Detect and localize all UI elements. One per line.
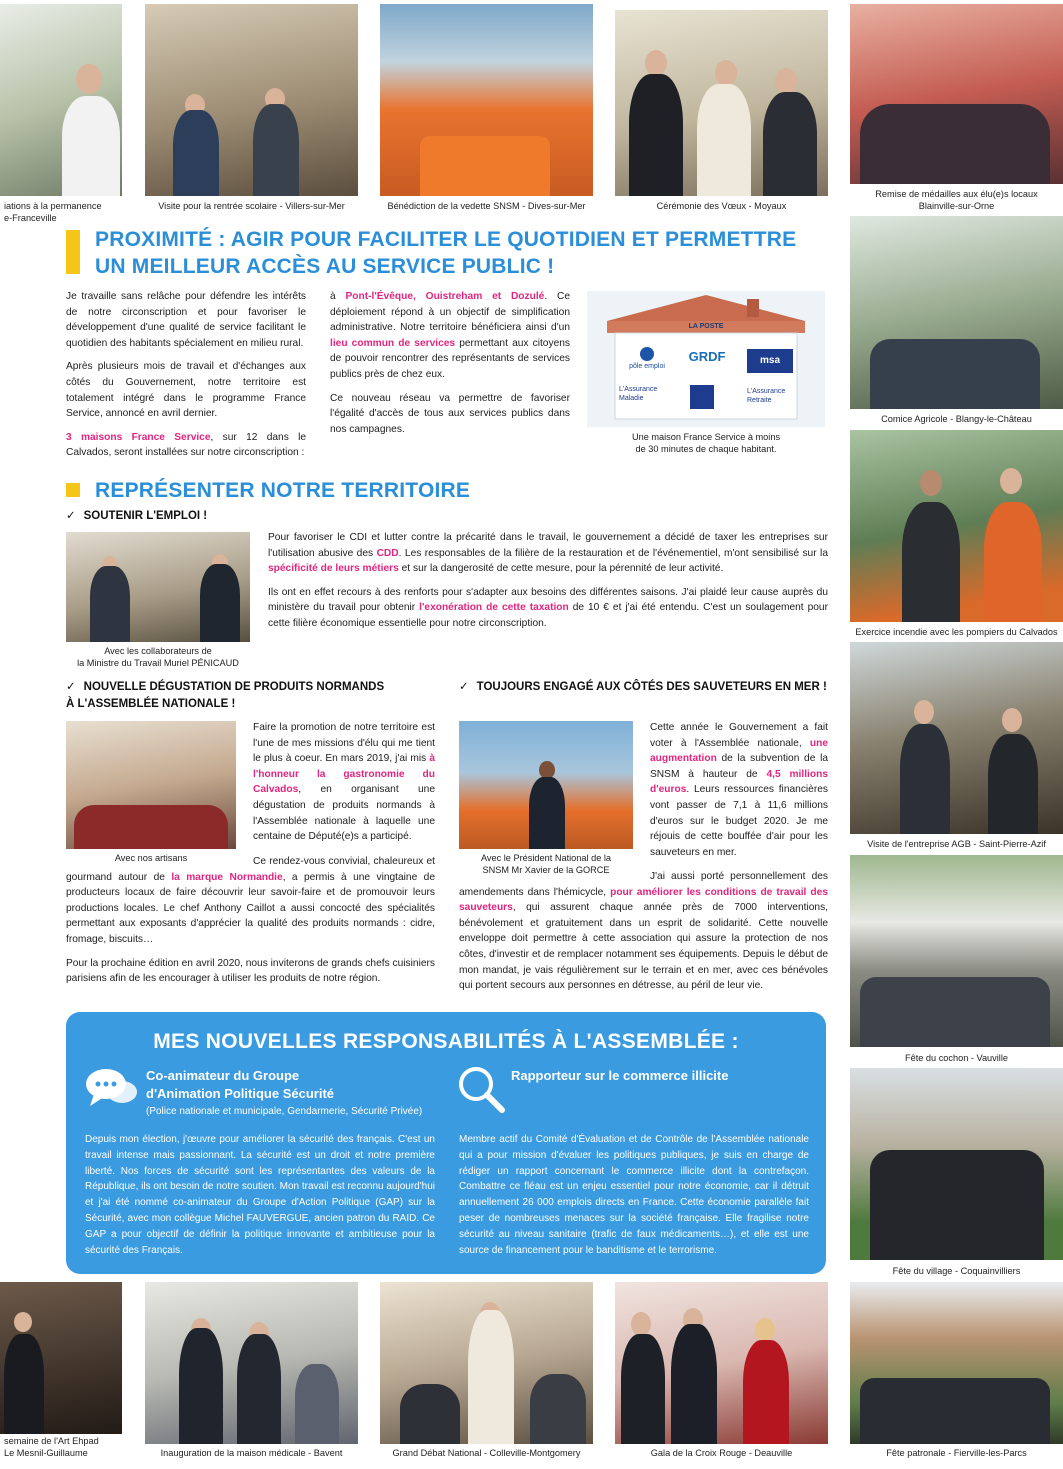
degustation-text-bottom	[66, 854, 435, 995]
paragraph: Pour la prochaine édition en avril 2020, nous inviterons de grands chefs cuisiniers parisiens afin de les encourager à utiliser les produits de notre région.	[66, 957, 435, 985]
text: Ce rendez-vous convivial, chaleureux et gourmand autour de	[66, 856, 435, 883]
paragraph	[66, 430, 306, 461]
text: de 10 € et j'ai été entendu. C'est un soulagement pour cette filière économique essentielle pour notre circonscription.	[268, 602, 828, 629]
photo-fete-village	[850, 1068, 1063, 1260]
panel-left-heading: Co-animateur du Groupe d'Animation Politique Sécurité	[146, 1068, 334, 1101]
logo-assurance-maladie: L'Assurance Maladie	[619, 386, 658, 402]
paragraph: Après plusieurs mois de travail et d'échanges aux côtés du Gouvernement, notre territoire est totalement intégré dans le programme France Service, annoncé en avril dernier.	[66, 361, 306, 420]
text: , en organisant une dégustation de produits normands à l'Assemblée nationale à laquelle une centaine de Député(e)s a participé.	[253, 784, 435, 843]
photo-croix-rouge	[615, 1282, 828, 1444]
highlight: à l'honneur la gastronomie du Calvados	[253, 753, 435, 796]
text: . Les responsables de la filière de la restauration et de l'événementiel, m'ont sensibilisé sur la	[398, 547, 828, 559]
highlight: lieu commun de services	[330, 337, 456, 349]
caption-grand-debat: Grand Débat National - Colleville-Montgomery	[392, 1448, 581, 1458]
caption-remise-medailles: Remise de médailles aux élu(e)s locaux Blainville-sur-Orne	[875, 189, 1038, 211]
caption-artisans: Avec nos artisans	[114, 853, 188, 863]
logo-ministere	[690, 385, 714, 409]
paragraph	[253, 720, 435, 845]
sauveteurs-text-bottom	[459, 869, 828, 1002]
emploi-text	[268, 530, 828, 640]
logo-circle-icon	[640, 347, 654, 361]
sauveteurs-heading	[459, 679, 839, 696]
photo-remise-medailles	[850, 4, 1063, 184]
emploi-heading	[66, 508, 366, 525]
caption-fete-village: Fête du village - Coquainvilliers	[892, 1266, 1021, 1276]
caption-fete-patronale: Fête patronale - Fierville-les-Parcs	[886, 1448, 1027, 1458]
panel-right-heading: Rapporteur sur le commerce illicite	[511, 1068, 729, 1083]
photo-fete-cochon	[850, 855, 1063, 1047]
text: Cette année le Gouvernement a fait voter à l'Assemblée nationale,	[650, 722, 828, 749]
heading-text: NOUVELLE DÉGUSTATION DE PRODUITS NORMANDS	[83, 681, 385, 693]
photo-artisans	[66, 721, 236, 849]
photo-exercice-incendie	[850, 430, 1063, 622]
degustation-text-top	[253, 720, 435, 853]
section1-col2	[330, 289, 570, 445]
text: J'ai aussi porté personnellement des amendements dans l'hémicycle,	[459, 871, 828, 898]
photo-ceremonie-voeux	[615, 10, 828, 196]
paragraph	[650, 720, 828, 860]
chat-bubbles-icon	[84, 1066, 138, 1110]
photo-grand-debat	[380, 1282, 593, 1444]
highlight: 4,5 millions d'euros	[650, 768, 828, 796]
photo-ministere-travail	[66, 532, 250, 642]
caption-croix-rouge: Gala de la Croix Rouge - Deauville	[650, 1448, 793, 1458]
caption-fete-cochon: Fête du cochon - Vauville	[905, 1053, 1008, 1063]
check-icon: ✓	[66, 681, 76, 693]
photo-ehpad	[0, 1282, 122, 1434]
text: . Ce déploiement répond à un objectif de simplification administrative. Notre territoire bénéficiera ainsi d'un	[330, 291, 571, 334]
paragraph	[330, 289, 570, 383]
photo-comice-agricole	[850, 216, 1063, 409]
heading-text: SOUTENIR L'EMPLOI !	[83, 510, 208, 522]
caption-ehpad: semaine de l'Art Ehpad Le Mesnil-Guillaume	[4, 1436, 99, 1458]
photo-permanence	[0, 4, 122, 196]
highlight: Pont-l'Évêque, Ouistreham et Dozulé	[345, 291, 545, 302]
caption-comice-agricole: Comice Agricole - Blangy-le-Château	[881, 414, 1032, 424]
photo-president-snsm	[459, 721, 633, 849]
highlight: l'exonération de cette taxation	[419, 602, 569, 614]
paragraph	[268, 585, 828, 632]
check-icon: ✓	[66, 510, 76, 522]
caption-exercice-incendie: Exercice incendie avec les pompiers du Calvados	[855, 627, 1058, 637]
text: à	[330, 291, 346, 302]
text: Faire la promotion de notre territoire est l'une de mes missions d'élu qui me tient le plus à coeur. En mars 2019, j'ai mis	[253, 722, 435, 765]
caption-france-service: Une maison France Service à moins de 30 minutes de chaque habitant.	[631, 432, 781, 454]
logo-grdf: GRDF	[688, 349, 726, 364]
section2-title: REPRÉSENTER NOTRE TERRITOIRE	[95, 479, 471, 502]
section-marker	[66, 483, 80, 497]
section-marker	[66, 230, 80, 274]
heading-text: À L'ASSEMBLÉE NATIONALE !	[66, 698, 236, 710]
magnifier-icon	[456, 1064, 508, 1114]
panel-right-text: Membre actif du Comité d'Évaluation et de Contrôle de l'Assemblée nationale qui a pour mission d'évaluer les politiques publiques, je suis en charge de rédiger un rapport concernant le commerce illicite dont la contrefaçon. Combattre ce fléau est un enjeu essentiel pour notre économie, car il détruit annuellement 26 000 emplois directs en France. Cette économie parallèle fait peser de nombreuses menaces sur la société française. Elle fragilise notre sécurité au niveau sanitaire (trafic de faux médicaments…), et elle est une source de financement pour le banditisme et le terrorisme.	[459, 1134, 809, 1256]
heading-text: TOUJOURS ENGAGÉ AUX CÔTÉS DES SAUVETEURS EN MER !	[476, 681, 827, 693]
logo-pole-emploi	[621, 347, 673, 375]
france-service-house	[587, 291, 825, 427]
paragraph	[66, 854, 435, 948]
panel-left-subheading: (Police nationale et municipale, Gendarmerie, Sécurité Privée)	[146, 1106, 423, 1117]
highlight: la marque Normandie	[171, 871, 283, 883]
photo-maison-medicale	[145, 1282, 358, 1444]
section1-title-line1: PROXIMITÉ : AGIR POUR FACILITER LE QUOTIDIEN ET PERMETTRE	[95, 228, 797, 251]
text: Ils ont en effet recours à des renforts pour s'adapter aux besoins des différentes saisons. J'ai plaidé leur cause auprès du ministère du travail pour obtenir	[268, 586, 828, 614]
section1-title-line2: UN MEILLEUR ACCÈS AU SERVICE PUBLIC !	[95, 255, 555, 278]
text: , qui assurent chaque année près de 7000 interventions, bénévolement et gratuitement dans un esprit de solidarité. Cette nouvelle enveloppe doit permettre à cette association qui assure la protection de nos côtes, d'investir et de remplacer notamment ses équipements. Depuis le début de mon mandat, je vais régulièrement sur le terrain et en mer, avec ces bénévoles qui portent secours aux personnes en détresse, au péril de leur vie.	[459, 902, 828, 992]
highlight: pour améliorer les conditions de travail des sauveteurs	[459, 886, 828, 914]
panel-left-text: Depuis mon élection, j'œuvre pour améliorer la sécurité des français. C'est un travail intense mais passionnant. La sécurité est un droit et notre première liberté. Nos forces de sécurité sont les représentantes des valeurs de la République, ils ont besoin de notre soutien. Mon travail est reconnu aujourd'hui et j'ai été nommé co-animateur du Groupe d'Action Politique (GAP) sur la Sécurité, avec mon collègue Michel FAUVERGUE, ancien patron du RAID. Ce GAP a pour objectif de définir la politique innovante et ambitieuse pour la sécurité des Français.	[85, 1134, 435, 1256]
degustation-heading	[66, 679, 456, 713]
photo-entreprise-agb	[850, 642, 1063, 834]
text: permettant aux citoyens de pouvoir rencontrer des représentants de services publics près de chez eux.	[330, 337, 570, 380]
logo-msa: msa	[747, 349, 793, 373]
paragraph: Ce nouveau réseau va permettre de favoriser l'égalité d'accès de tous aux services publics dans nos campagnes.	[330, 392, 570, 435]
paragraph: Je travaille sans relâche pour défendre les intérêts de notre circonscription et pour favoriser le développement d'une qualité de service facilitant le quotidien des habitants spécialement en milieu rural.	[66, 291, 306, 349]
paragraph	[459, 869, 828, 994]
caption-entreprise-agb: Visite de l'entreprise AGB - Saint-Pierre-Azif	[867, 839, 1046, 849]
highlight: 3 maisons France Service	[66, 431, 211, 443]
caption-snsm-boat: Bénédiction de la vedette SNSM - Dives-sur-Mer	[387, 201, 586, 211]
photo-rentree-scolaire	[145, 4, 358, 196]
text: . Leurs ressources financières vont passer de 7,1 à 11,6 millions d'euros sur le budget 2020. Je me réjouis de cette bouffée d'air pour les sauveteurs en mer.	[650, 784, 828, 858]
caption-president-snsm: Avec le Président National de la SNSM Mr Xavier de la GORCE	[480, 853, 612, 875]
text: , a permis à une vingtaine de producteurs locaux de faire découvrir leur savoir-faire et de promouvoir leurs productions locales. Le chef Anthony Caillot a aussi concocté des spécialités permettant aux exposants d'apprécier la qualité des produits normands : cidre, fromage, biscuits…	[66, 871, 436, 945]
house-top-label: LA POSTE	[688, 323, 724, 330]
highlight: une augmentation	[650, 737, 828, 765]
text: , sur 12 dans le Calvados, seront installées sur notre circonscription :	[66, 431, 307, 459]
highlight: spécificité de leurs métiers	[268, 563, 399, 575]
sauveteurs-text-top	[650, 720, 828, 868]
photo-snsm-boat	[380, 4, 593, 196]
panel-title: MES NOUVELLES RESPONSABILITÉS À L'ASSEMBLÉE :	[153, 1030, 739, 1053]
caption-maison-medicale: Inauguration de la maison médicale - Bavent	[160, 1448, 343, 1458]
logo-assurance-retraite: L'Assurance Retraite	[747, 388, 786, 404]
text: Pour favoriser le CDI et lutter contre la précarité dans le travail, le gouvernement a décidé de taxer les entreprises sur l'utilisation abusive des	[268, 532, 828, 559]
caption-rentree-scolaire: Visite pour la rentrée scolaire - Villers-sur-Mer	[158, 201, 345, 211]
text: de la subvention de la SNSM à hauteur de	[650, 753, 828, 780]
photo-fete-patronale	[850, 1282, 1063, 1444]
check-icon: ✓	[459, 681, 469, 693]
highlight: CDD	[376, 547, 399, 559]
caption-permanence: iations à la permanence e-Franceville	[4, 201, 102, 223]
responsabilites-panel	[66, 1012, 826, 1274]
logo-text: pôle emploi	[629, 363, 665, 370]
section1-col1	[66, 289, 306, 469]
caption-ceremonie-voeux: Cérémonie des Vœux - Moyaux	[656, 201, 787, 211]
paragraph	[268, 530, 828, 577]
caption-ministere-travail: Avec les collaborateurs de la Ministre du Travail Muriel PÉNICAUD	[77, 646, 239, 668]
text: et sur la dangerosité de cette mesure, pour la pérennité de leur activité.	[398, 563, 724, 575]
